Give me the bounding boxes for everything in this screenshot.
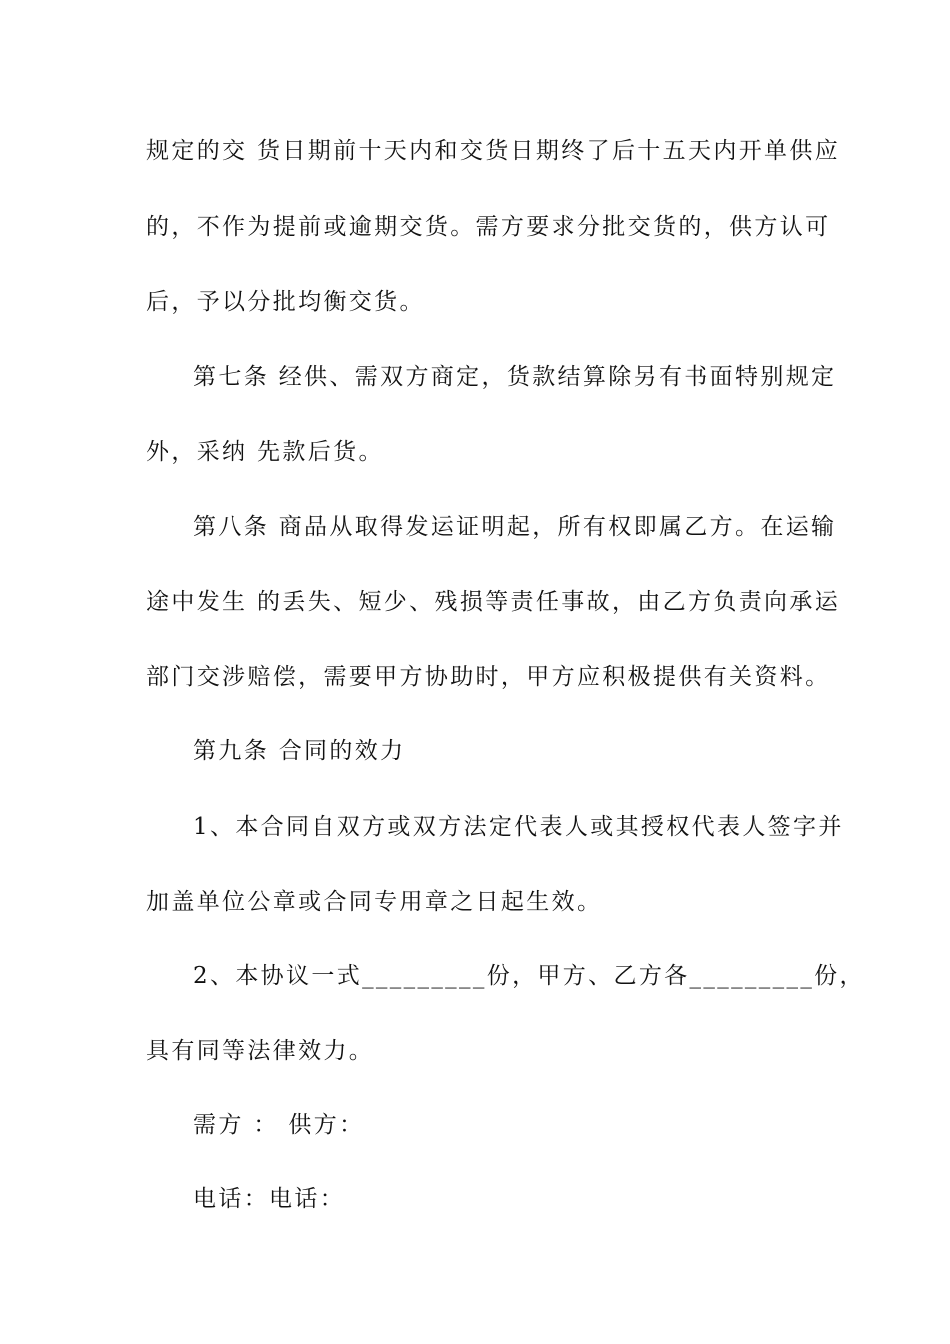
paragraph-line: 具有同等法律效力。 [146, 1038, 375, 1064]
article-9-heading: 第九条 合同的效力 [193, 738, 406, 764]
phone-line: 电话：电话： [193, 1186, 346, 1212]
article-8-line: 第八条 商品从取得发运证明起，所有权即属乙方。在运输 [193, 514, 837, 540]
paragraph-line: 途中发生 的丢失、短少、残损等责任事故，由乙方负责向承运 [146, 589, 841, 615]
paragraph-line: 规定的交 货日期前十天内和交货日期终了后十五天内开单供应 [146, 138, 841, 164]
paragraph-line: 的，不作为提前或逾期交货。需方要求分批交货的，供方认可 [146, 214, 831, 240]
paragraph-line: 部门交涉赔偿，需要甲方协助时，甲方应积极提供有关资料。 [146, 664, 831, 690]
clause-2-line: 2、本协议一式_________份，甲方、乙方各_________份， [193, 963, 865, 989]
paragraph-line: 加盖单位公章或合同专用章之日起生效。 [146, 889, 603, 915]
paragraph-line: 后，予以分批均衡交货。 [146, 289, 425, 315]
article-7-line: 第七条 经供、需双方商定，货款结算除另有书面特别规定 [193, 364, 837, 390]
clause-1-line: 1、本合同自双方或双方法定代表人或其授权代表人签字并 [193, 814, 844, 840]
party-line: 需方 ： 供方： [193, 1112, 365, 1138]
paragraph-line: 外，采纳 先款后货。 [146, 439, 384, 465]
